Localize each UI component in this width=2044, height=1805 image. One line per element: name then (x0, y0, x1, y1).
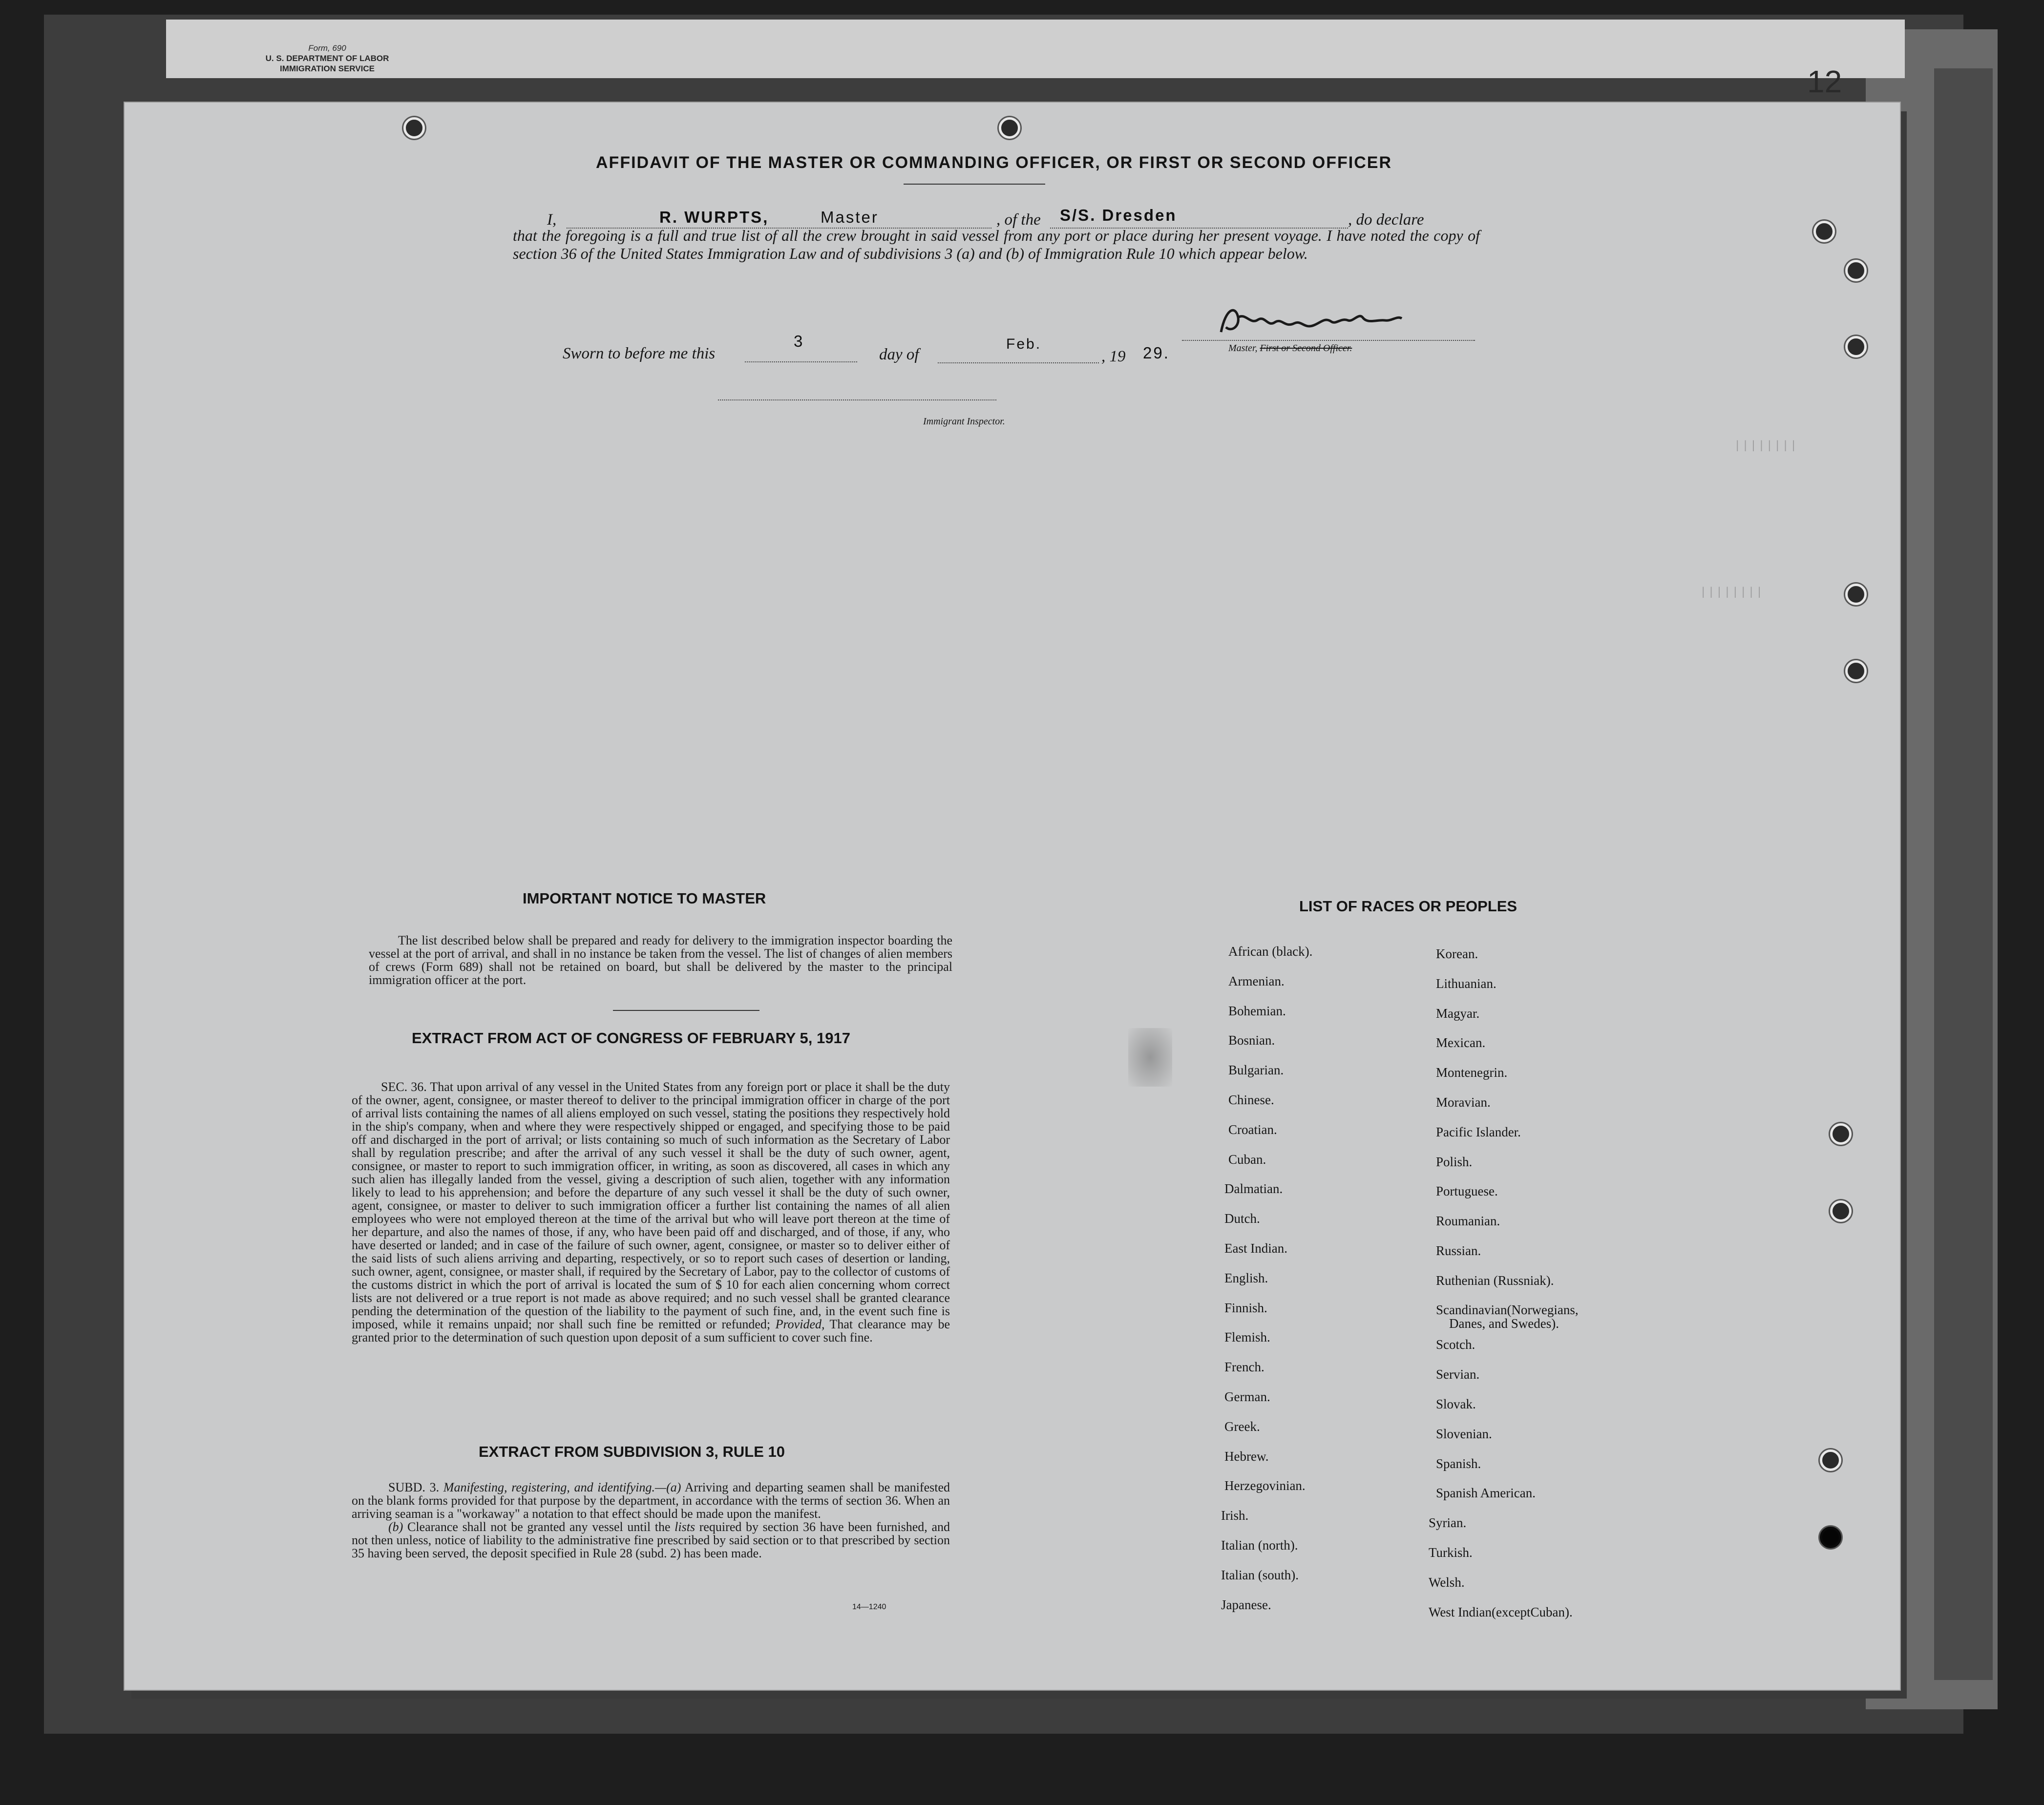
punch-hole (1845, 336, 1867, 357)
race-item: Finnish. (1224, 1301, 1267, 1315)
extract-rule-text (352, 1481, 950, 1560)
race-item: Slovenian. (1436, 1427, 1492, 1441)
subd-a-paragraph (352, 1481, 950, 1520)
notice-text: The list described below shall be prepared and ready for delivery to the immigration inspector boarding the vessel at the port of arrival, and shall in no instance be taken from the vessel. The list of changes of alien members of crews (Form 689) shall not be retained on board, but shall be delivered by the master to the principal immigration officer at the port. (369, 933, 952, 987)
vessel-name: S/S. Dresden (1060, 206, 1177, 224)
inspector-signature-line (718, 399, 996, 400)
punch-hole (1820, 1527, 1841, 1548)
race-item: Slovak. (1436, 1397, 1476, 1411)
race-item: Roumanian. (1436, 1214, 1500, 1228)
race-item: Scandinavian(Norwegians, Danes, and Swedes). (1436, 1302, 1579, 1331)
signature-caption (1228, 343, 1352, 354)
section-body: That upon arrival of any vessel in the United States from any foreign port or place it shall be the duty of the owner, agent, consignee, or master thereof to deliver to the principal immigration officer in charge of the port of arrival lists containing the names of all aliens employed on such vessel, stating the positions they respectively hold in the ship's company, when and where they were respectively shipped or engaged, and specifying those to be paid off and discharged in the port of arrival; or lists containing so much of such information as the Secretary of Labor shall by regulation prescribe; and after the arrival of any such vessel it shall be the duty of such owner, agent, consignee, or master to report to such immigration officer, in writing, as soon as discovered, all cases in which any such alien has illegally landed from the vessel, giving a description of such alien, together with any information likely to lead to his apprehension; and before the departure of any such vessel it shall be the duty of such owner, agent, consignee, or master to deliver to such immigration officer a further list containing the names of all alien employees who were not employed thereon at the time of the arrival but who will leave port thereon at the time of her departure, and also the names of those, if any, who have been paid off and discharged, and of those, if any, who have deserted or landed; and in case of the failure of such owner, agent, consignee, or master so to deliver either of the said lists of such aliens arriving and departing, respectively, or so to report such cases of desertion or landing, such owner, agent, consignee, or master shall, if required by the Secretary of Labor, pay to the collector of customs of the customs district in which the port of arrival is located the sum of $ 10 for each alien concerning whom correct lists are not delivered or a true report is not made as above required; and no such vessel shall be granted clearance pending the determination of the question of the liability to the payment of such fine, and, in the event such fine is imposed, while it remains unpaid; nor shall such fine be remitted or refunded; (352, 1080, 950, 1331)
ghost-text: |||||||| (1734, 440, 1798, 453)
proviso-word: Provided, (775, 1317, 825, 1331)
race-item: Portuguese. (1436, 1184, 1498, 1198)
punch-hole (1820, 1449, 1841, 1471)
punch-hole (1845, 260, 1867, 281)
form-number: Form, 690 (308, 43, 346, 53)
extract-rule-title: EXTRACT FROM SUBDIVISION 3, RULE 10 (479, 1443, 785, 1460)
race-item: Servian. (1436, 1367, 1480, 1382)
service-label: IMMIGRATION SERVICE (280, 64, 375, 73)
race-item: Polish. (1436, 1154, 1473, 1169)
race-item: Korean. (1436, 946, 1478, 961)
ink-smudge (1128, 1028, 1172, 1087)
divider-rule (613, 1010, 759, 1011)
race-item: Russian. (1436, 1243, 1481, 1258)
race-item: Magyar. (1436, 1006, 1480, 1021)
race-item: Italian (south). (1221, 1568, 1299, 1582)
sworn-label: Sworn to before me this (563, 345, 716, 362)
race-item: Greek. (1224, 1419, 1260, 1434)
form-code: 14—1240 (852, 1603, 886, 1611)
section-label: SEC. 36. (381, 1080, 427, 1094)
punch-hole (1830, 1123, 1852, 1145)
do-declare-label: , do declare (1348, 211, 1424, 229)
affidavit-body: that the foregoing is a full and true list of all the crew brought in said vessel from any port or place during her present voyage. I have noted the copy of section 36 of the United States Immigration Law and of subdivisions 3 (a) and (b) of Immigration Rule 10 which appear below. (513, 227, 1480, 262)
race-item: Armenian. (1228, 974, 1285, 988)
race-item: Turkish. (1429, 1545, 1473, 1560)
sworn-month: Feb. (1006, 336, 1042, 352)
notice-title: IMPORTANT NOTICE TO MASTER (523, 890, 766, 907)
subd-b-text-2: required by section 36 have been furnished, and not then unless, notice of liability to the administrative fine prescribed by said section or to that prescribed by section 35 having been served, the deposit specified in Rule 28 (subd. 2) has been made. (352, 1520, 950, 1560)
race-item: Cuban. (1228, 1152, 1266, 1167)
race-item: Flemish. (1224, 1330, 1270, 1344)
race-item: Pacific Islander. (1436, 1125, 1521, 1139)
race-item: African (black). (1228, 944, 1313, 959)
race-item: Bohemian. (1228, 1004, 1286, 1018)
punch-hole (999, 117, 1020, 139)
race-item: Lithuanian. (1436, 976, 1496, 991)
race-item: Moravian. (1436, 1095, 1491, 1110)
race-item: Montenegrin. (1436, 1065, 1508, 1080)
department-label: U. S. DEPARTMENT OF LABOR (265, 54, 389, 63)
race-item: Syrian. (1429, 1515, 1467, 1530)
punch-hole (1813, 221, 1835, 242)
race-item: French. (1224, 1360, 1264, 1374)
race-item: Ruthenian (Russniak). (1436, 1273, 1554, 1288)
year-suffix: 29. (1143, 344, 1170, 362)
title-rule (904, 184, 1045, 185)
race-item: East Indian. (1224, 1241, 1287, 1256)
subd-b-paragraph (352, 1520, 950, 1560)
punch-hole (1845, 660, 1867, 682)
race-item: Spanish American. (1436, 1486, 1536, 1500)
signature-line (1182, 340, 1475, 341)
day-of-label: day of (879, 346, 919, 363)
race-item: West Indian(exceptCuban). (1429, 1605, 1573, 1619)
punch-hole (1830, 1200, 1852, 1222)
affidavit-title: AFFIDAVIT OF THE MASTER OR COMMANDING OFFICER, OR FIRST OR SECOND OFFICER (596, 153, 1392, 172)
race-item: Italian (north). (1221, 1538, 1298, 1553)
race-item: Spanish. (1436, 1456, 1481, 1471)
punch-hole (403, 117, 425, 139)
month-blank (938, 362, 1099, 363)
lists-word: lists (674, 1520, 695, 1534)
extract-act-text (352, 1080, 950, 1344)
punch-hole (1845, 584, 1867, 605)
race-item: Herzegovinian. (1224, 1478, 1306, 1493)
page-number: 12 (1807, 64, 1842, 99)
race-item: Dalmatian. (1224, 1181, 1283, 1196)
race-item: Hebrew. (1224, 1449, 1269, 1464)
subd-label: SUBD. 3. (388, 1480, 440, 1494)
extract-act-title: EXTRACT FROM ACT OF CONGRESS OF FEBRUARY 5, 1917 (412, 1029, 850, 1047)
race-item: Scotch. (1436, 1337, 1475, 1352)
subd-b-text-1: Clearance shall not be granted any vessel until the (407, 1520, 671, 1534)
officer-caption-struck: First or Second Officer. (1260, 343, 1352, 354)
ghost-text: |||||||| (1700, 586, 1764, 599)
race-item: Chinese. (1228, 1092, 1274, 1107)
race-item: Japanese. (1221, 1597, 1271, 1612)
form-header-label (244, 43, 410, 74)
year-prefix: , 19 (1101, 348, 1126, 365)
back-sheet-edge (1934, 68, 1993, 1680)
master-caption: Master, (1228, 343, 1258, 354)
race-item: Bulgarian. (1228, 1063, 1284, 1077)
proviso-text: That clearance may be granted prior to the determination of such question upon deposit of a sum sufficient to cover such fine. (352, 1317, 950, 1344)
back-sheet-top (166, 20, 1905, 78)
subd-a-text: Arriving and departing seamen shall be manifested on the blank forms provided for that purpose by the department, in accordance with the terms of section 36. When an arriving seaman is a "workaway" a notation to that effect should be made upon the manifest. (352, 1480, 950, 1521)
master-signature (1216, 298, 1407, 342)
race-item: Croatian. (1228, 1122, 1277, 1137)
subd-heading: Manifesting, registering, and identifying.—(a) (443, 1480, 681, 1494)
day-blank (745, 361, 857, 362)
inspector-caption: Immigrant Inspector. (923, 416, 1005, 427)
master-rank: Master (821, 208, 879, 226)
master-name: R. WURPTS, (659, 208, 769, 226)
race-item: Dutch. (1224, 1211, 1260, 1226)
race-item: English. (1224, 1271, 1268, 1285)
races-title: LIST OF RACES OR PEOPLES (1299, 898, 1517, 915)
race-item: Bosnian. (1228, 1033, 1275, 1048)
race-item: Welsh. (1429, 1575, 1465, 1590)
i-label: I, (547, 211, 557, 229)
sworn-day: 3 (794, 332, 804, 350)
of-the-label: , of the (996, 211, 1041, 229)
subd-b-label: (b) (388, 1520, 403, 1534)
race-item: Mexican. (1436, 1035, 1486, 1050)
race-item: Irish. (1221, 1508, 1249, 1523)
race-item: German. (1224, 1389, 1270, 1404)
